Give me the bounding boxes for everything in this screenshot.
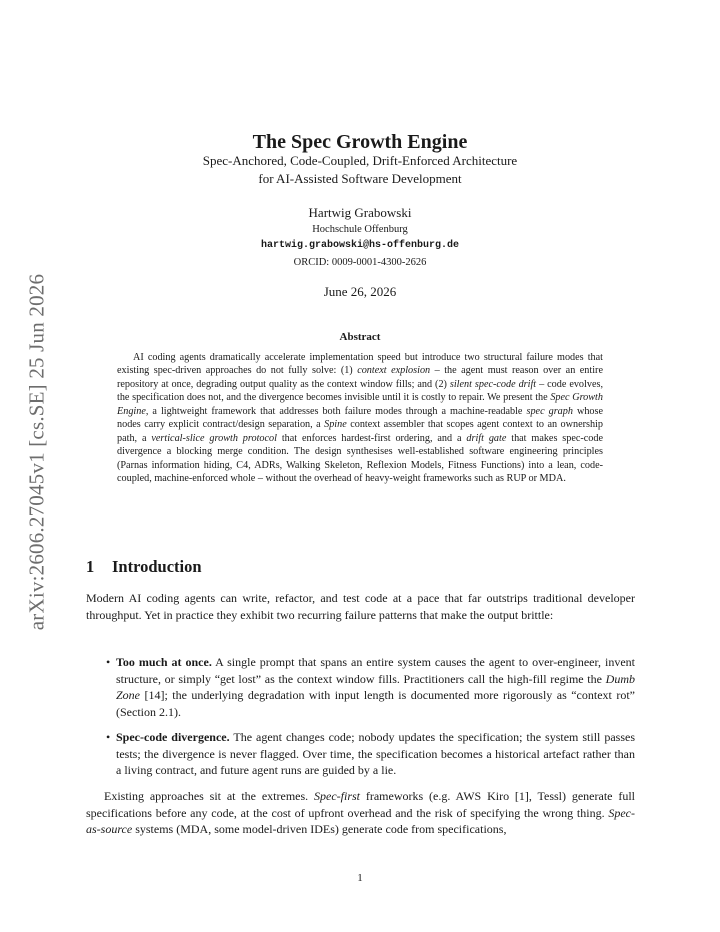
section-number: 1 [86, 557, 95, 576]
bullet-item-too-much-at-once: • Too much at once. A single prompt that spans an entire system causes the agent to over-engineer, invent structure, or simply “get lost” as the context window fills. Practitioners call the high-fill regime the Dumb Zone [14]; the underlying degradation with input length is documented more rigorously as “context rot” (Section 2.1). [106, 655, 635, 719]
author-email: hartwig.grabowski@hs-offenburg.de [260, 240, 460, 251]
paper-subtitle-line-1: Spec-Anchored, Code-Coupled, Drift-Enforced Architecture [202, 153, 518, 168]
paper-subtitle-line-2: for AI-Assisted Software Development [258, 171, 462, 186]
arxiv-identifier [22, 262, 52, 642]
abstract-heading: Abstract [339, 331, 381, 343]
bullet-item-spec-code-divergence: • Spec-code divergence. The agent changes code; nobody updates the specification; the system still passes tests; the divergence is never flagged. Over time, the specification becomes a historical artefact rather than a living contract, and future agent runs are guided by a lie. [106, 730, 636, 777]
arxiv-identifier-text: arXiv:2606.27045v1 [cs.SE] 25 Jun 2026 [24, 273, 49, 631]
author-affiliation: Hochschule Offenburg [312, 224, 408, 235]
intro-bullet-list [106, 654, 635, 788]
section-heading-introduction [86, 557, 202, 577]
page-number: 1 [357, 872, 363, 884]
author-name: Hartwig Grabowski [308, 205, 412, 220]
paper-date: June 26, 2026 [323, 284, 397, 299]
abstract-body: AI coding agents dramatically accelerate implementation speed but introduce two structural failure modes that existing spec-driven approaches do not fully solve: (1) context explosion – the agent must reason over an entire repository at once, degrading output quality as the context window fills; and (2) silent spec-code drift – code evolves, the specification does not, and the divergence becomes invisible until it is costly to repair. We present the Spec Growth Engine, a lightweight framework that addresses both failure modes through a machine-readable spec graph whose nodes carry explicit contract/design separation, a Spine context assembler that scopes agent context to an ownership path, a vertical-slice growth protocol that enforces hardest-first ordering, and a drift gate that makes spec-code divergence a blocking merge condition. The design synthesises well-established software engineering principles (Parnas information hiding, C4, ADRs, Walking Skeleton, Reflexion Models, Fitness Functions) into a lean, code-coupled, machine-enforced whole – without the overhead of heavy-weight frameworks such as RUP or MDA. [117, 352, 604, 485]
bullet-icon: • [106, 655, 111, 669]
author-orcid: ORCID: 0009-0001-4300-2626 [293, 257, 427, 268]
intro-paragraph-2: Existing approaches sit at the extremes. Spec-first frameworks (e.g. AWS Kiro [1], Tessl) generate full specifications before any code, at the cost of upfront overhead and the risk of specifying the wrong thing. Spec-as-source systems (MDA, some model-driven IDEs) generate code from specifications, [86, 789, 635, 836]
paper-title: The Spec Growth Engine [252, 131, 468, 153]
section-title: Introduction [112, 557, 202, 576]
intro-paragraph-1: Modern AI coding agents can write, refactor, and test code at a pace that far outstrips traditional developer throughput. Yet in practice they exhibit two recurring failure patterns that make the output brittle: [86, 591, 635, 622]
bullet-icon: • [106, 730, 111, 744]
